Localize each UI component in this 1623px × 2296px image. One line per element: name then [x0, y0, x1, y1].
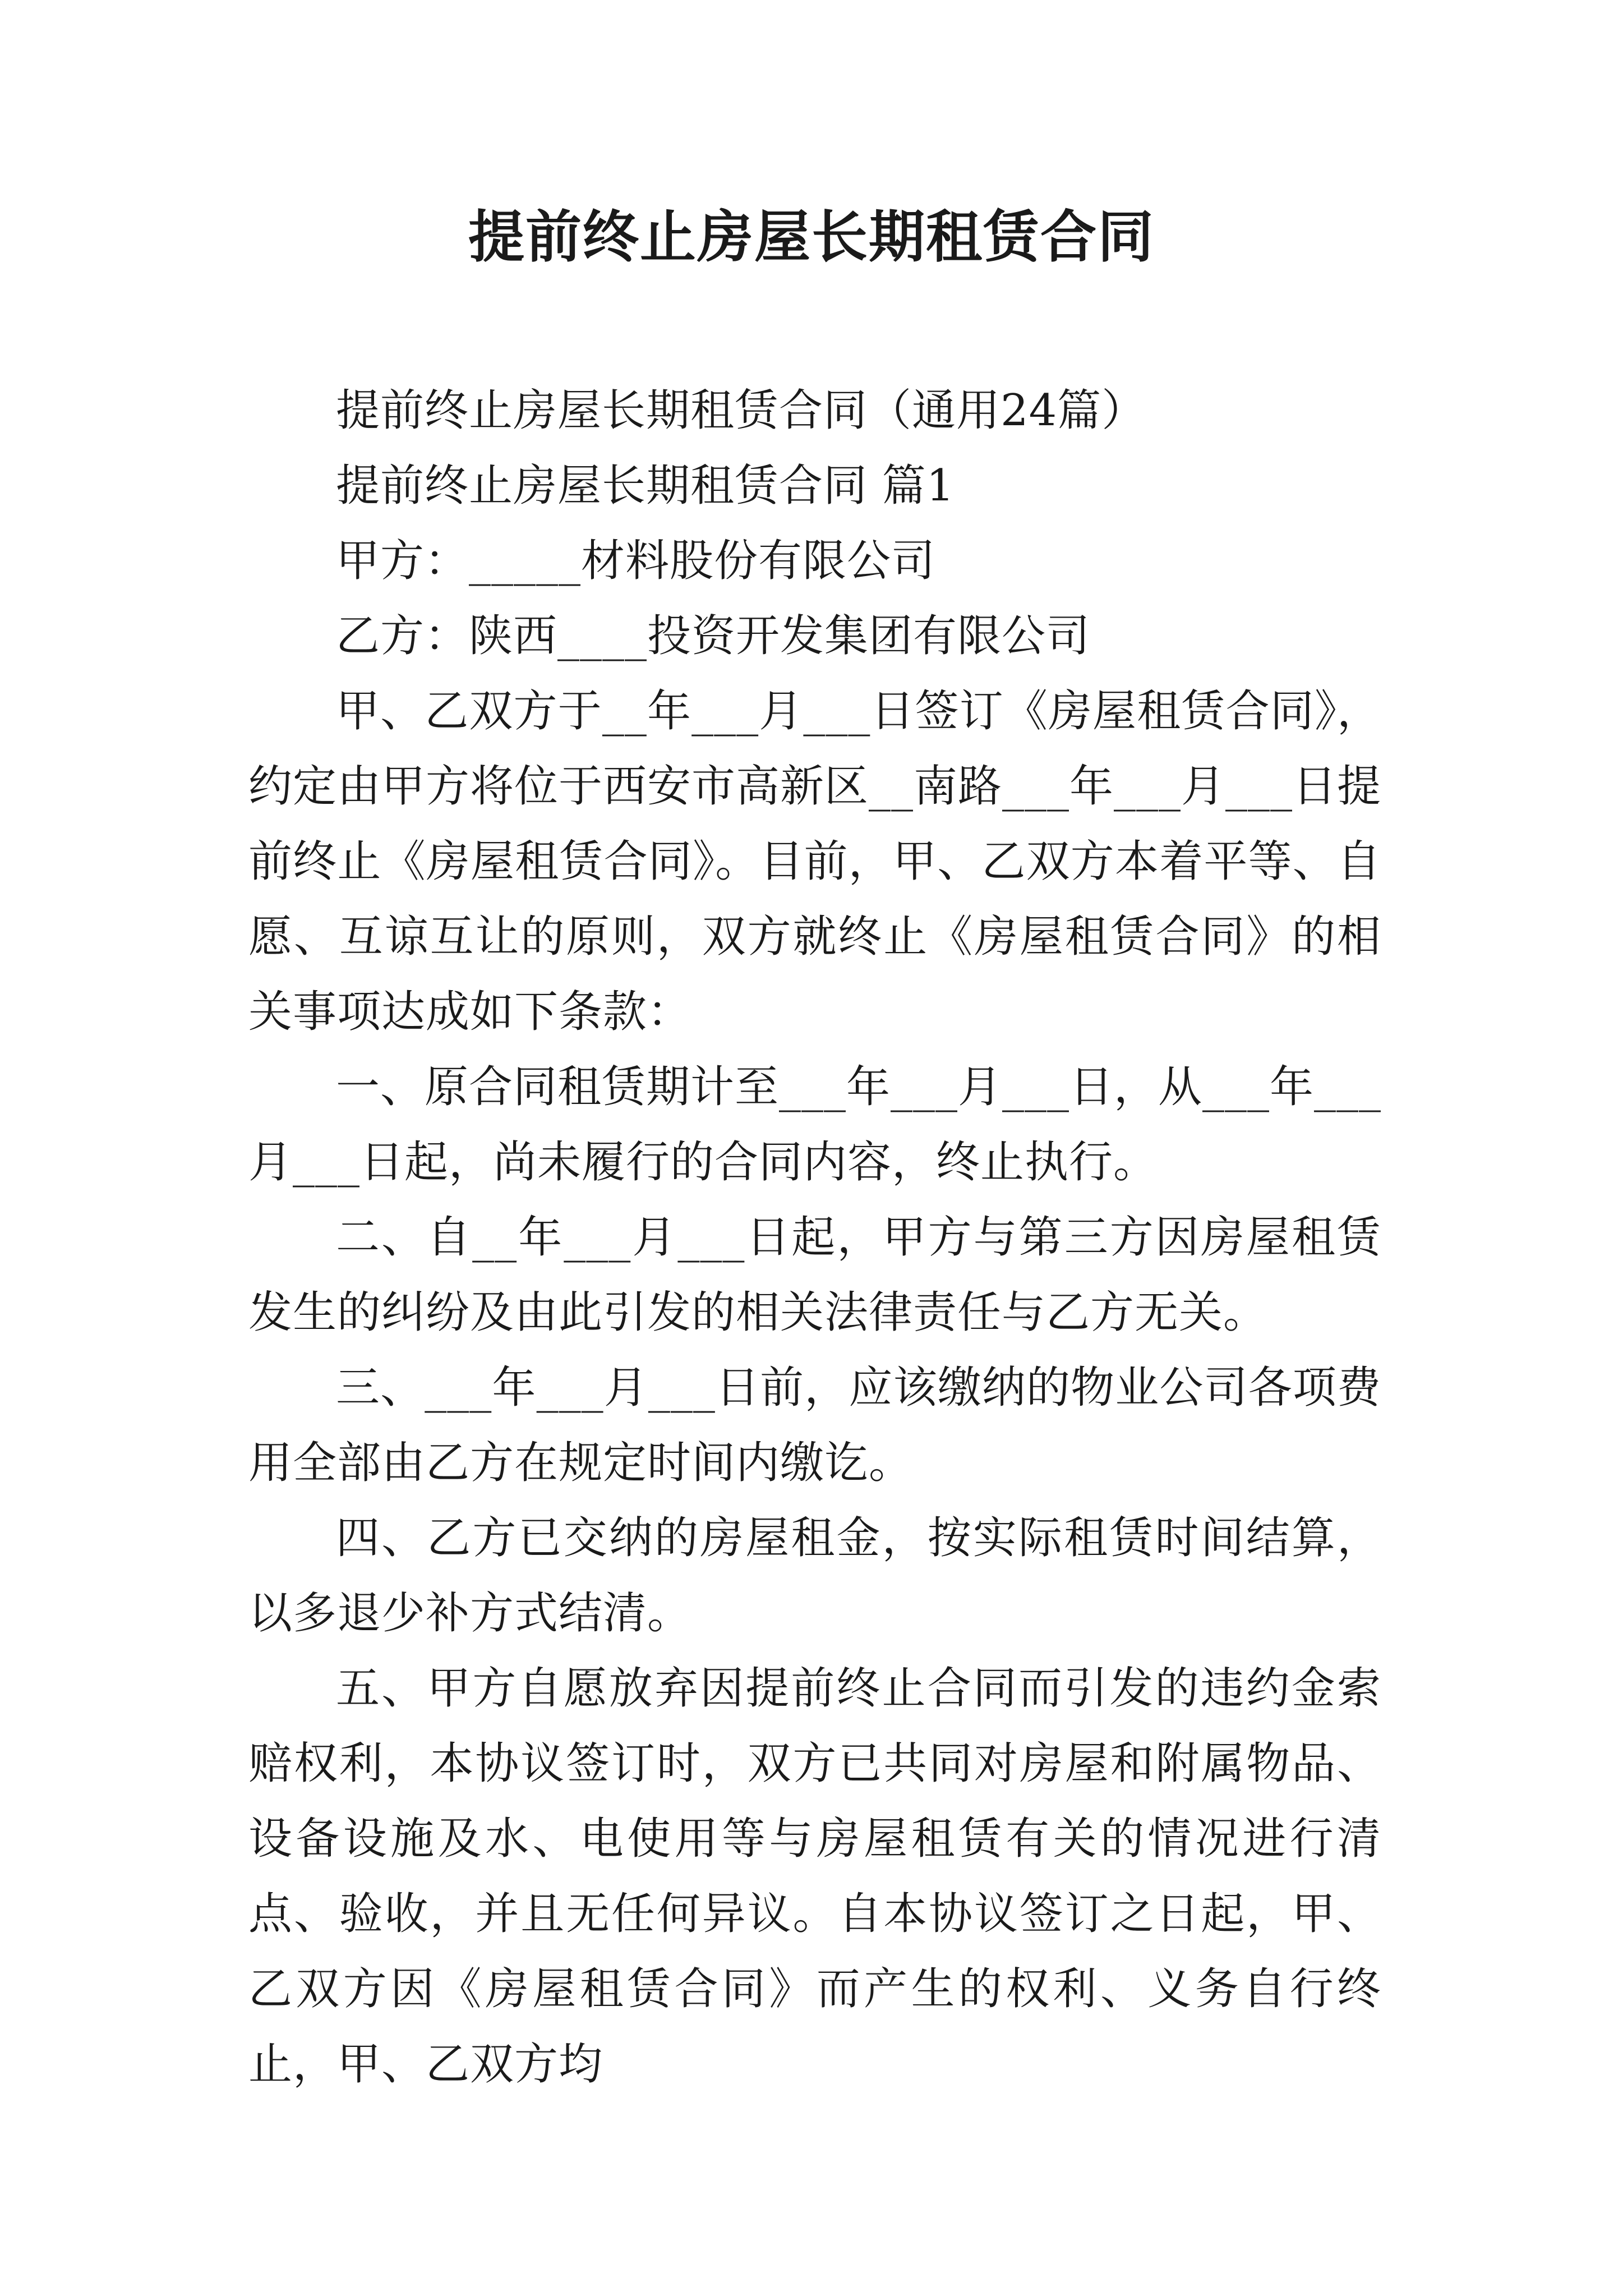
- clause-1-paragraph: 一、原合同租赁期计至___年___月___日，从___年___月___日起，尚未履行的合同内容，终止执行。: [248, 1062, 1382, 1188]
- clause-4-paragraph: 四、乙方已交纳的房屋租金，按实际租赁时间结算，以多退少补方式结清。: [248, 1513, 1381, 1639]
- preamble-paragraph: 甲、乙双方于__年___月___日签订《房屋租赁合同》，约定由甲方将位于西安市高新区__南路___年___月___日提前终止《房屋租赁合同》。目前，甲、乙双方本着平等、自愿、互谅互让的原则，双方就终止《房屋租赁合同》的相关事项达成如下条款：: [248, 686, 1382, 1037]
- clause-2-paragraph: 二、自__年___月___日起，甲方与第三方因房屋租赁发生的纠纷及由此引发的相关法律责任与乙方无关。: [248, 1212, 1381, 1338]
- clause-3-paragraph: 三、___年___月___日前，应该缴纳的物业公司各项费用全部由乙方在规定时间内缴讫。: [248, 1363, 1381, 1488]
- document-title: 提前终止房屋长期租赁合同: [468, 204, 1155, 270]
- party-b-line: 乙方：陕西____投资开发集团有限公司: [336, 611, 1091, 661]
- document-body: [248, 373, 1381, 2102]
- subtitle-paragraph: 提前终止房屋长期租赁合同（通用24篇）: [336, 385, 1146, 436]
- section-heading: 提前终止房屋长期租赁合同 篇1: [336, 461, 955, 511]
- party-a-line: 甲方：_____材料股份有限公司: [336, 536, 936, 586]
- clause-5-paragraph: 五、甲方自愿放弃因提前终止合同而引发的违约金索赔权利，本协议签订时，双方已共同对房屋和附属物品、设备设施及水、电使用等与房屋租赁有关的情况进行清点、验收，并且无任何异议。自本协议签订之日起，甲、乙双方因《房屋租赁合同》而产生的权利、义务自行终止，甲、乙双方均: [248, 1663, 1381, 2090]
